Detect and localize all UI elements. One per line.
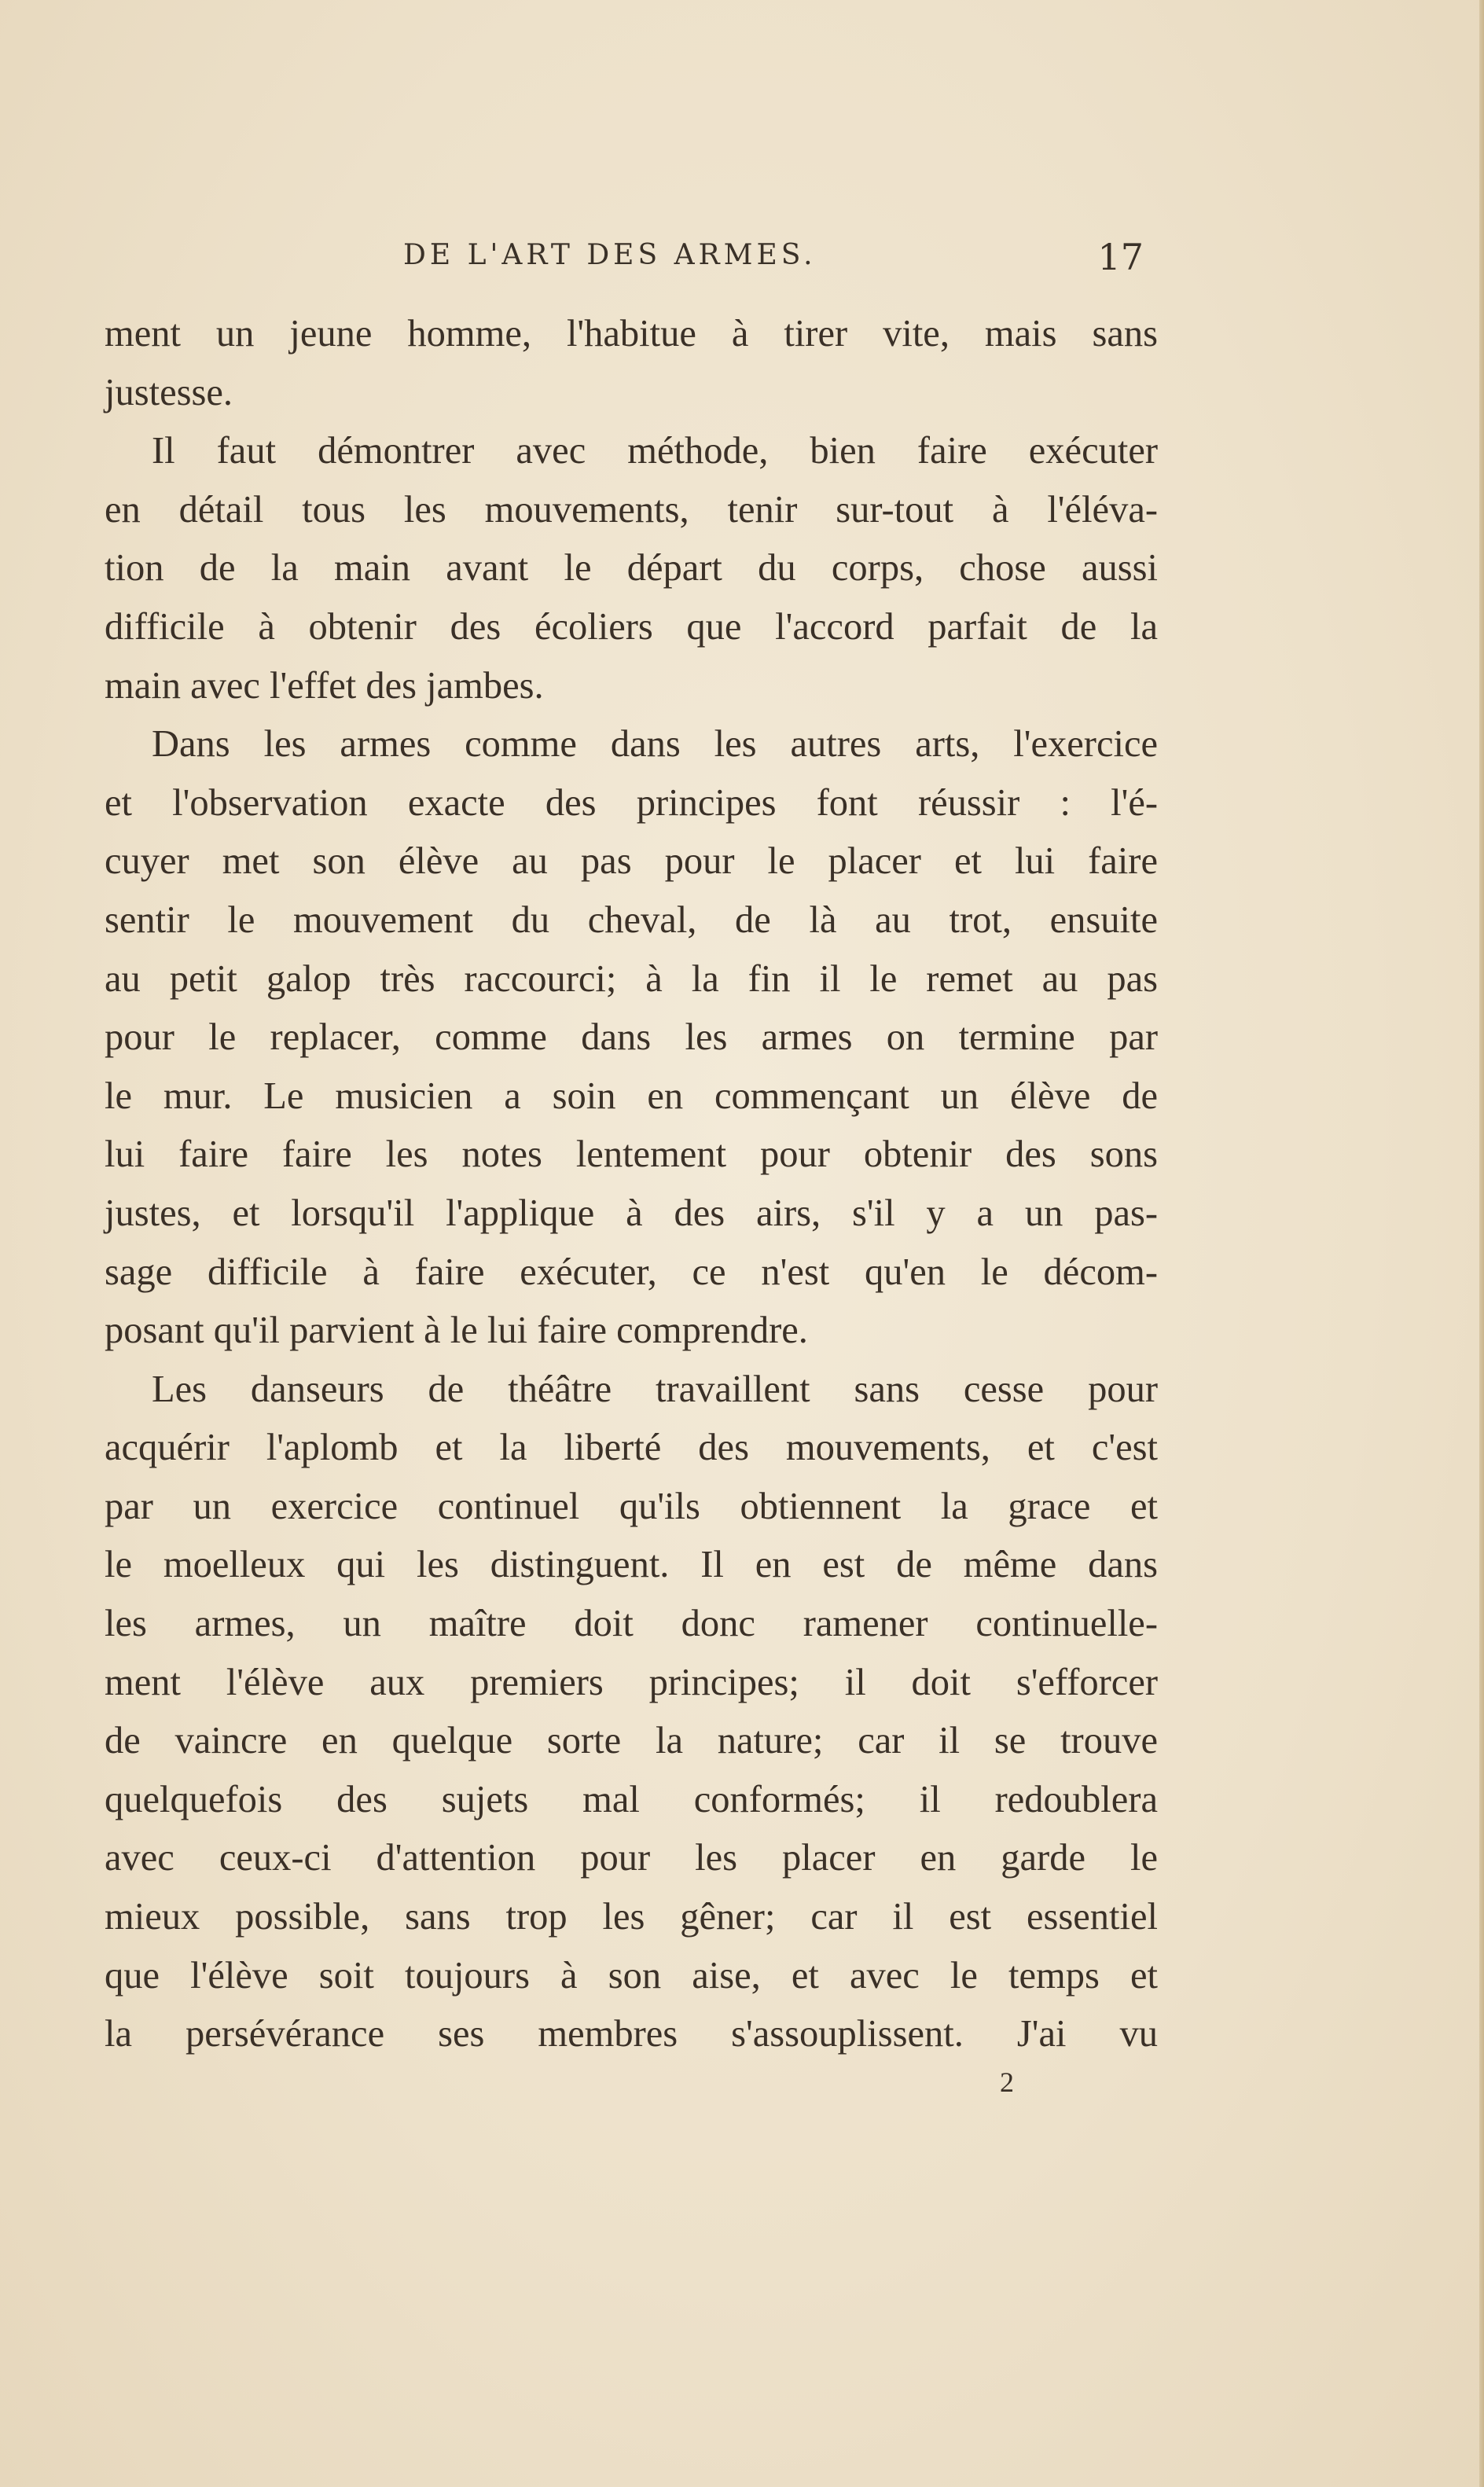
text-line: quelquefois des sujets mal conformés; il redoublera — [105, 1778, 1158, 1820]
text-line: par un exercice continuel qu'ils obtiennent la grace et — [105, 1485, 1158, 1527]
text-line: le mur. Le musicien a soin en commençant un élève de — [105, 1075, 1158, 1117]
text-line: justesse. — [105, 371, 233, 413]
text-line: Dans les armes comme dans les autres arts, l'exercice — [152, 723, 1158, 766]
text-line: en détail tous les mouvements, tenir sur-tout à l'éléva- — [105, 488, 1158, 531]
signature-mark: 2 — [1000, 2066, 1014, 2098]
text-line: pour le replacer, comme dans les armes on termine par — [105, 1016, 1158, 1059]
text-line: ment un jeune homme, l'habitue à tirer vite, mais sans — [105, 313, 1158, 354]
text-line: posant qu'il parvient à le lui faire comprendre. — [105, 1310, 808, 1352]
text-line: ment l'élève aux premiers principes; il doit s'efforcer — [105, 1661, 1158, 1703]
text-line: Les danseurs de théâtre travaillent sans cesse pour — [152, 1368, 1158, 1410]
text-line: tion de la main avant le départ du corps, chose aussi — [105, 547, 1158, 590]
page-edge — [1479, 0, 1484, 2487]
text-line: la persévérance ses membres s'assouplissent. J'ai vu — [105, 2013, 1158, 2055]
text-line: justes, et lorsqu'il l'applique à des airs, s'il y a un pas- — [105, 1192, 1158, 1234]
text-line: sentir le mouvement du cheval, de là au trot, ensuite — [105, 898, 1158, 941]
body-text — [105, 305, 1158, 2064]
text-line: au petit galop très raccourci; à la fin il le remet au pas — [105, 957, 1158, 1000]
text-line: le moelleux qui les distinguent. Il en est de même dans — [105, 1544, 1158, 1586]
text-line: acquérir l'aplomb et la liberté des mouvements, et c'est — [105, 1427, 1158, 1469]
text-line: main avec l'effet des jambes. — [105, 664, 544, 707]
text-line: difficile à obtenir des écoliers que l'accord parfait de la — [105, 605, 1158, 648]
text-line: lui faire faire les notes lentement pour obtenir des sons — [105, 1133, 1158, 1176]
text-line: que l'élève soit toujours à son aise, et avec le temps et — [105, 1954, 1158, 1997]
text-line: de vaincre en quelque sorte la nature; car il se trouve — [105, 1720, 1158, 1762]
text-line: les armes, un maître doit donc ramener continuelle- — [105, 1603, 1158, 1645]
text-line: Il faut démontrer avec méthode, bien faire exécuter — [152, 430, 1158, 472]
text-line: avec ceux-ci d'attention pour les placer en garde le — [105, 1837, 1158, 1879]
running-title: DE L'ART DES ARMES. — [403, 239, 817, 271]
text-line: sage difficile à faire exécuter, ce n'est qu'en le décom- — [105, 1251, 1158, 1293]
text-line: cuyer met son élève au pas pour le placer et lui faire — [105, 840, 1158, 883]
page-number: 17 — [1097, 236, 1144, 278]
text-line: mieux possible, sans trop les gêner; car il est essentiel — [105, 1896, 1158, 1938]
page-header — [105, 236, 1158, 283]
text-line: et l'observation exacte des principes font réussir : l'é- — [105, 781, 1158, 824]
